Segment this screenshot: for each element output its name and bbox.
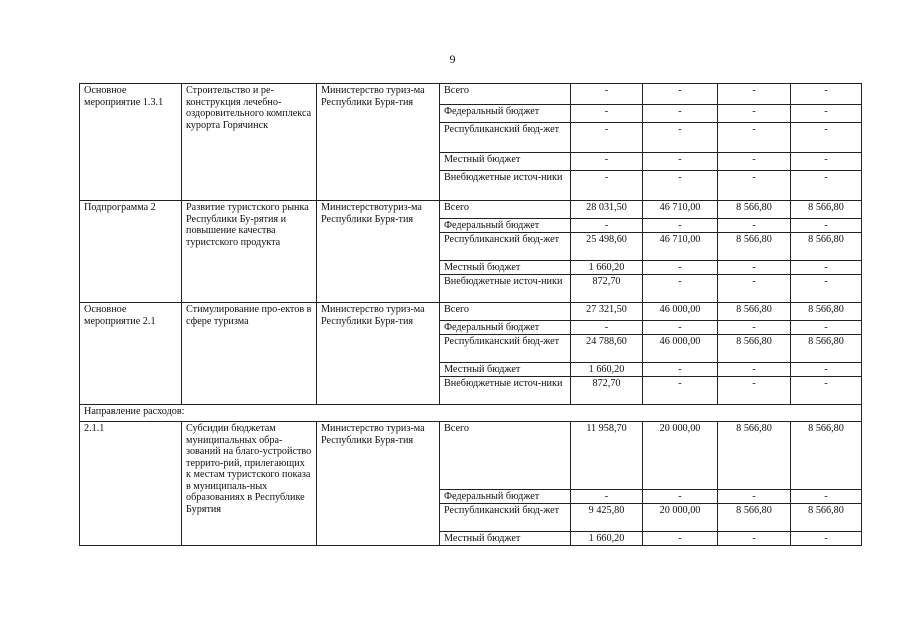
row-executor: Министерство туриз-ма Республики Буря-тия (317, 422, 440, 546)
value-cell: 1 660,20 (571, 363, 643, 377)
value-cell: - (718, 321, 791, 335)
row-name: Строительство и ре-конструкция лечебно-оздоровительного комплекса курорта Горячинск (182, 84, 317, 201)
funding-source: Республиканский бюд-жет (440, 504, 571, 532)
value-cell: - (643, 532, 718, 546)
value-cell: - (718, 105, 791, 123)
value-cell: 8 566,80 (791, 201, 862, 219)
page-number: 9 (449, 52, 456, 66)
value-cell: - (643, 321, 718, 335)
value-cell: - (643, 275, 718, 303)
value-cell: - (791, 123, 862, 153)
value-cell: 8 566,80 (718, 504, 791, 532)
value-cell: - (791, 171, 862, 201)
value-cell: 872,70 (571, 275, 643, 303)
funding-source: Внебюджетные источ-ники (440, 377, 571, 405)
table-row (80, 303, 862, 321)
funding-source: Всего (440, 84, 571, 105)
value-cell: - (571, 105, 643, 123)
value-cell: 8 566,80 (718, 422, 791, 490)
value-cell: 11 958,70 (571, 422, 643, 490)
value-cell: - (718, 490, 791, 504)
value-cell: - (643, 219, 718, 233)
value-cell: - (571, 123, 643, 153)
funding-source: Местный бюджет (440, 532, 571, 546)
value-cell: - (571, 490, 643, 504)
value-cell: - (791, 84, 862, 105)
value-cell: - (791, 219, 862, 233)
value-cell: - (791, 261, 862, 275)
value-cell: - (571, 219, 643, 233)
funding-source: Всего (440, 303, 571, 321)
value-cell: 27 321,50 (571, 303, 643, 321)
value-cell: - (718, 261, 791, 275)
row-name: Развитие туристского рынка Республики Бу-рятия и повышение качества туристского продукта (182, 201, 317, 303)
funding-source: Федеральный бюджет (440, 321, 571, 335)
value-cell: - (791, 105, 862, 123)
row-executor: Министерство туриз-ма Республики Буря-тия (317, 84, 440, 201)
funding-source: Всего (440, 201, 571, 219)
value-cell: - (643, 490, 718, 504)
funding-source: Внебюджетные источ-ники (440, 171, 571, 201)
value-cell: - (571, 84, 643, 105)
funding-source: Республиканский бюд-жет (440, 123, 571, 153)
value-cell: - (571, 321, 643, 335)
funding-source: Республиканский бюд-жет (440, 335, 571, 363)
value-cell: 46 000,00 (643, 335, 718, 363)
value-cell: - (718, 153, 791, 171)
value-cell: - (643, 171, 718, 201)
value-cell: 8 566,80 (791, 504, 862, 532)
value-cell: - (791, 490, 862, 504)
value-cell: 8 566,80 (718, 335, 791, 363)
funding-source: Федеральный бюджет (440, 490, 571, 504)
table-row (80, 84, 862, 105)
value-cell: - (718, 171, 791, 201)
table-row (80, 201, 862, 219)
row-executor: Министерствотуриз-ма Республики Буря-тия (317, 201, 440, 303)
funding-source: Федеральный бюджет (440, 219, 571, 233)
value-cell: - (791, 321, 862, 335)
funding-source: Внебюджетные источ-ники (440, 275, 571, 303)
funding-source: Местный бюджет (440, 363, 571, 377)
value-cell: - (718, 363, 791, 377)
row-executor: Министерство туриз-ма Республики Буря-тия (317, 303, 440, 405)
value-cell: - (571, 171, 643, 201)
value-cell: 46 710,00 (643, 233, 718, 261)
value-cell: 24 788,60 (571, 335, 643, 363)
value-cell: - (643, 123, 718, 153)
value-cell: - (718, 532, 791, 546)
value-cell: 46 710,00 (643, 201, 718, 219)
value-cell: - (643, 363, 718, 377)
funding-source: Федеральный бюджет (440, 105, 571, 123)
value-cell: - (791, 377, 862, 405)
value-cell: 8 566,80 (718, 303, 791, 321)
value-cell: 8 566,80 (791, 303, 862, 321)
value-cell: - (718, 377, 791, 405)
value-cell: 28 031,50 (571, 201, 643, 219)
budget-table (79, 83, 862, 546)
row-code: 2.1.1 (80, 422, 182, 546)
value-cell: - (571, 153, 643, 171)
value-cell: - (791, 153, 862, 171)
value-cell: - (791, 275, 862, 303)
value-cell: - (643, 153, 718, 171)
value-cell: 20 000,00 (643, 422, 718, 490)
value-cell: 8 566,80 (718, 233, 791, 261)
row-name: Субсидии бюджетам муниципальных обра-зований на благо-устройство террито-рий, прилегающих к местам туристского показа в муниципаль-ных образованиях в Республике Бурятия (182, 422, 317, 546)
value-cell: 25 498,60 (571, 233, 643, 261)
funding-source: Местный бюджет (440, 261, 571, 275)
value-cell: - (718, 84, 791, 105)
value-cell: 9 425,80 (571, 504, 643, 532)
value-cell: 8 566,80 (791, 233, 862, 261)
value-cell: - (643, 105, 718, 123)
value-cell: - (643, 377, 718, 405)
value-cell: 1 660,20 (571, 261, 643, 275)
value-cell: - (643, 84, 718, 105)
row-name: Стимулирование про-ектов в сфере туризма (182, 303, 317, 405)
section-header: Направление расходов: (80, 405, 862, 422)
value-cell: - (791, 363, 862, 377)
value-cell: 46 000,00 (643, 303, 718, 321)
value-cell: 8 566,80 (791, 422, 862, 490)
value-cell: 8 566,80 (791, 335, 862, 363)
table-row (80, 405, 862, 422)
value-cell: - (718, 123, 791, 153)
funding-source: Местный бюджет (440, 153, 571, 171)
value-cell: 20 000,00 (643, 504, 718, 532)
value-cell: - (643, 261, 718, 275)
row-code: Основное мероприятие 2.1 (80, 303, 182, 405)
value-cell: - (791, 532, 862, 546)
funding-source: Всего (440, 422, 571, 490)
value-cell: 1 660,20 (571, 532, 643, 546)
value-cell: 872,70 (571, 377, 643, 405)
table-row (80, 422, 862, 490)
value-cell: 8 566,80 (718, 201, 791, 219)
value-cell: - (718, 219, 791, 233)
row-code: Подпрограмма 2 (80, 201, 182, 303)
value-cell: - (718, 275, 791, 303)
funding-source: Республиканский бюд-жет (440, 233, 571, 261)
row-code: Основное мероприятие 1.3.1 (80, 84, 182, 201)
